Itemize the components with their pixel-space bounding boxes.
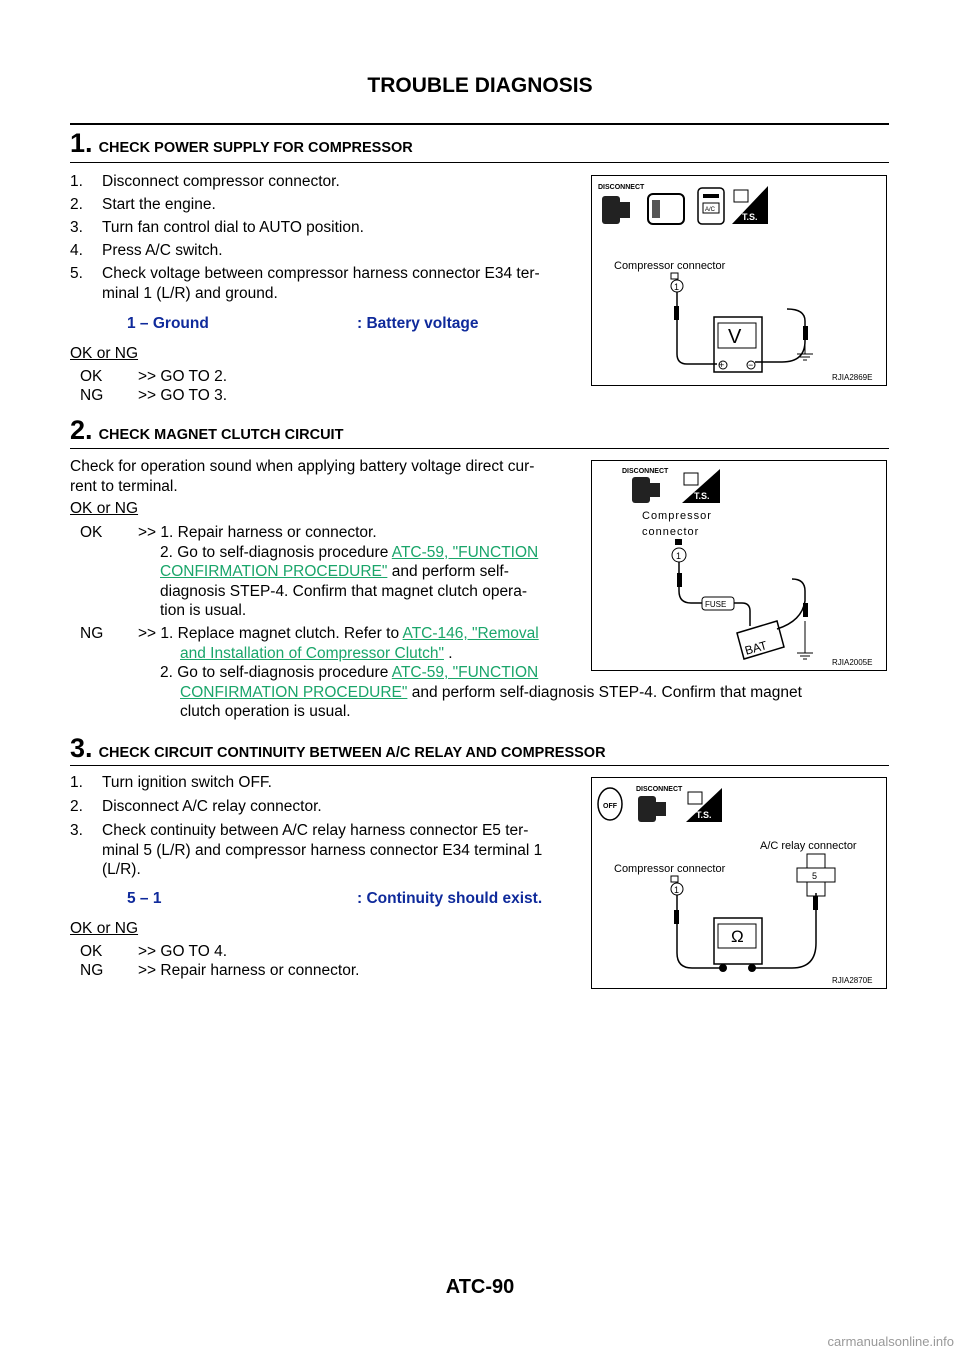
- step-2-intro: Check for operation sound when applying battery voltage direct cur- rent to terminal.: [70, 458, 535, 495]
- step-3-ok: OK >> GO TO 4.: [80, 943, 228, 960]
- page-number: ATC-90: [445, 1276, 515, 1298]
- link-function-confirmation-ng[interactable]: CONFIRMATION PROCEDURE": [180, 683, 408, 701]
- step-2-ok: OK >> 1. Repair harness or connector. 2. Go to self-diagnosis procedure ATC-59, "FUNCTION CONFIRMATION PROCEDURE" and perform self- diagnosis STEP-4. Confirm that magnet clutch opera- tion is usual.: [80, 524, 539, 619]
- link-atc-146[interactable]: ATC-146, "Removal: [402, 625, 539, 642]
- ts-icon: [686, 788, 722, 822]
- connector-icon: [632, 477, 660, 503]
- magnet-clutch-diagram: [592, 461, 886, 670]
- svg-text:1: 1: [676, 551, 682, 561]
- ohmmeter-icon: [714, 918, 762, 972]
- terminal-pin-icon: [672, 539, 686, 562]
- svg-text:T.S.: T.S.: [696, 810, 712, 820]
- svg-text:DISCONNECT: DISCONNECT: [622, 468, 669, 475]
- step-3-ng: NG >> Repair harness or connector.: [80, 962, 360, 979]
- ts-icon: [682, 469, 720, 503]
- figure-continuity-check: OFF DISCONNECT T.S. A/C relay connector 5 Compressor connector 1 Ω RJIA2870E: [591, 777, 887, 989]
- relay-connector-icon: [797, 854, 835, 896]
- step-3-item-2: 2. Disconnect A/C relay connector.: [70, 798, 322, 815]
- step-3-item-1: 1. Turn ignition switch OFF.: [70, 774, 272, 791]
- svg-text:1: 1: [674, 885, 680, 895]
- figure-voltage-check: DISCONNECT A/C T.S. Compressor connector 1 V + − RJIA2869E: [591, 175, 887, 386]
- svg-text:T.S.: T.S.: [694, 491, 710, 501]
- link-removal-installation[interactable]: and Installation of Compressor Clutch": [180, 644, 444, 662]
- connector-icon: [602, 194, 684, 224]
- voltmeter-icon: [714, 317, 762, 372]
- step-3-spec-terminals: 5 – 1: [127, 890, 162, 907]
- fuse-icon: [702, 597, 734, 610]
- connector-icon: [638, 796, 666, 822]
- svg-text:1: 1: [674, 282, 680, 292]
- voltage-check-diagram: [592, 176, 886, 385]
- svg-text:Compressor connector: Compressor connector: [614, 863, 726, 875]
- page-title: TROUBLE DIAGNOSIS: [367, 74, 593, 97]
- svg-text:Compressor connector: Compressor connector: [614, 260, 726, 272]
- svg-text:T.S.: T.S.: [742, 212, 758, 222]
- svg-text:5: 5: [812, 871, 818, 881]
- svg-text:Ω: Ω: [731, 927, 744, 946]
- step-3-okng: OK or NG: [70, 920, 139, 937]
- step-1-ng: NG >> GO TO 3.: [80, 387, 228, 404]
- ground-icon: [797, 621, 813, 659]
- svg-text:DISCONNECT: DISCONNECT: [636, 786, 683, 793]
- svg-text:Compressor: Compressor: [642, 510, 712, 522]
- ignition-off-icon: [598, 788, 622, 820]
- step-1-okng: OK or NG: [70, 345, 139, 362]
- step-1-heading: 1. CHECK POWER SUPPLY FOR COMPRESSOR: [70, 128, 413, 158]
- step-1-item-2: 2. Start the engine.: [70, 196, 216, 213]
- svg-text:FUSE: FUSE: [705, 600, 727, 609]
- ac-switch-icon: [698, 188, 724, 224]
- step-1-spec-terminals: 1 – Ground: [127, 315, 209, 332]
- step-3-heading: 3. CHECK CIRCUIT CONTINUITY BETWEEN A/C RELAY AND COMPRESSOR: [70, 733, 606, 763]
- step-3-rule: [70, 765, 889, 766]
- svg-text:+: +: [719, 360, 725, 370]
- svg-text:BAT: BAT: [743, 638, 769, 658]
- step-3-item-3: 3. Check continuity between A/C relay harness connector E5 ter- minal 5 (L/R) and compressor harness connector E34 terminal 1 (L/R).: [70, 822, 543, 878]
- svg-text:A/C: A/C: [705, 207, 716, 213]
- step-2-ng: NG >> 1. Replace magnet clutch. Refer to ATC-146, "Removal and Installation of Compressor Clutch" . 2. Go to self-diagnosis procedure ATC-59, "FUNCTION CONFIRMATION PROCEDURE" and perform self-diagnosis STEP-4. Confirm that magnet clutch operation is usual.: [80, 625, 802, 720]
- step-1-rule: [70, 162, 889, 163]
- header-rule: [70, 123, 889, 125]
- step-1-spec-value: : Battery voltage: [357, 315, 479, 332]
- svg-text:OFF: OFF: [603, 803, 617, 810]
- svg-text:−: −: [748, 360, 754, 370]
- step-2-heading: 2. CHECK MAGNET CLUTCH CIRCUIT: [70, 415, 344, 445]
- link-atc-59[interactable]: ATC-59, "FUNCTION: [391, 543, 539, 561]
- step-2-okng: OK or NG: [70, 500, 139, 517]
- svg-text:DISCONNECT: DISCONNECT: [598, 184, 645, 191]
- step-3-spec-value: : Continuity should exist.: [357, 890, 543, 907]
- link-function-confirmation[interactable]: CONFIRMATION PROCEDURE": [160, 563, 388, 580]
- svg-text:connector: connector: [642, 526, 700, 538]
- battery-icon: [737, 621, 784, 659]
- continuity-check-diagram: [592, 778, 886, 988]
- step-1-ok: OK >> GO TO 2.: [80, 368, 228, 385]
- ts-icon: [732, 186, 768, 224]
- step-1-item-1: 1. Disconnect compressor connector.: [70, 173, 340, 190]
- step-1-item-4: 4. Press A/C switch.: [70, 242, 223, 259]
- terminal-pin-icon: [671, 876, 683, 895]
- step-2-rule: [70, 448, 889, 449]
- step-1-item-5: 5. Check voltage between compressor harness connector E34 ter- minal 1 (L/R) and ground.: [70, 265, 540, 302]
- link-atc-59-ng[interactable]: ATC-59, "FUNCTION: [391, 664, 539, 681]
- svg-text:V: V: [728, 326, 742, 348]
- step-1-item-3: 3. Turn fan control dial to AUTO position.: [70, 219, 364, 236]
- figure-magnet-clutch: DISCONNECT T.S. Compressor connector 1 FUSE BAT RJIA2005E: [591, 460, 887, 671]
- watermark: carmanualsonline.info: [827, 1334, 954, 1349]
- terminal-pin-icon: [671, 273, 683, 292]
- svg-text:A/C relay connector: A/C relay connector: [760, 840, 857, 852]
